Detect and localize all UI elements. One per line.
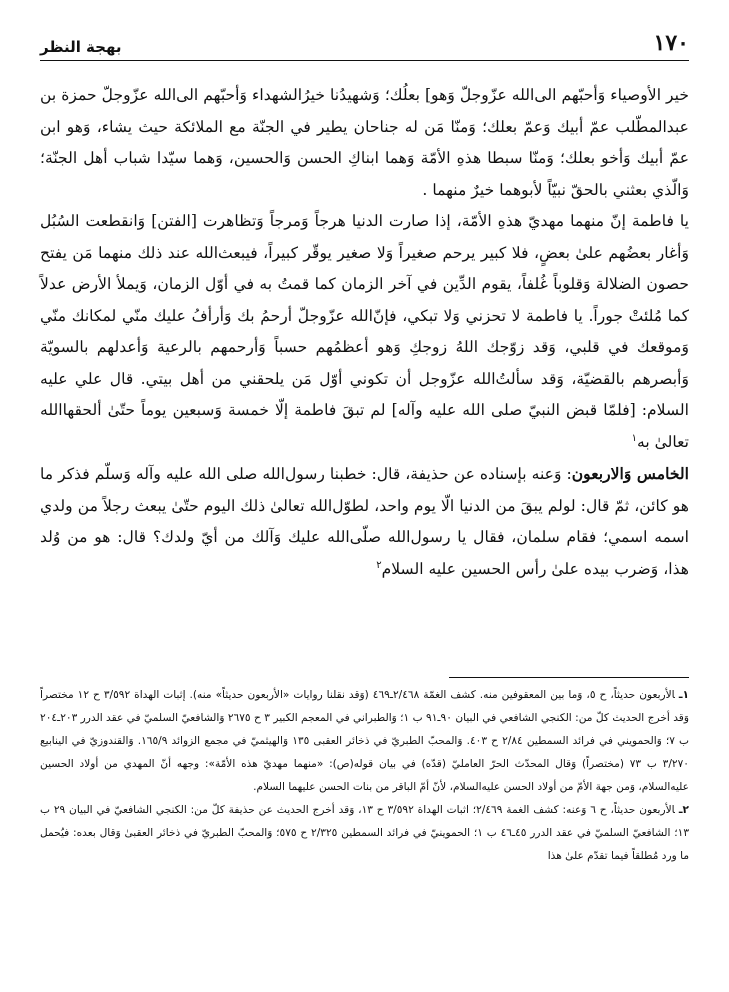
paragraph-2-text: يا فاطمة إنّ منهما مهديّ هذهِ الأمّة، إذا صارت الدنيا هرجاً وَمرجاً وَتظاهرت [الفتن] وَانقطعت السُبُل وَأغار بعضُهم علىٰ بعضٍ، فلا كبير يرحم صغيراً وَلا صغير يوقّر كبيراً، فيبعث‌الله عند ذلك منهما مَن يفتح حصون الضلالة وَقلوباً غُلفاً، يقوم الدِّين في آخر الزمان كما قمتُ به في أوّل الزمان، وَيملأ الأرض عدلاً كما مُلئتْ جوراً. يا فاطمة لا تحزني وَلا تبكي، فإنّ‌الله عزّوجلّ أرحمُ بك وَأرأفُ عليك منّي لمكانك منّي وَموقعك في قلبي، وَقد زوّجك اللهُ زوجكِ وَهو أعظمُهم حسباً وَأرحمهم بالرعية وَأعدلهم بالسويّة وَأبصرهم بالقضيّة، وَقد سألتُ‌الله عزّوجل أن تكوني أوّل مَن يلحقني من أهل بيتي. قال علي عليه السلام: [فلمّا قبض النبيّ صلى الله عليه وآله] لم تبقَ فاطمة إلّا خمسة وَسبعين يوماً حتّىٰ ألحقهاالله تعالىٰ به — [40, 212, 689, 451]
footnote-ref-1[interactable]: ١ — [631, 432, 637, 444]
footnote-1 — [40, 684, 689, 799]
hadith-heading: الخامس وَالاربعون — [571, 464, 689, 483]
page-number: ١٧٠ — [653, 30, 689, 56]
footnote-divider — [449, 677, 689, 678]
paragraph-2 — [40, 206, 689, 458]
paragraph-1 — [40, 80, 689, 206]
footnote-number: ١ـ — [678, 689, 689, 701]
main-text — [40, 80, 689, 585]
footnote-2 — [40, 799, 689, 868]
paragraph-1-text: خير الأوصياء وَأحبّهم الى‌الله عزّوجلّ وَهو] بعلُك؛ وَشهيدُنا خيرُالشهداء وَأحبّهم الى‌الله عزّوجلّ حمزة بن عبدالمطّلب عمّ أبيك وَعمّ بعلك؛ وَمنّا مَن له جناحان يطير في الجنّة مع الملائكة حيث يشاء، وَهو ابن عمّ أبيك وَأخو بعلك؛ وَمنّا سبطا هذهِ الأمّة وَهما ابناكِ الحسن وَالحسين، وَهما سيّدا شباب أهل الجنّة؛ وَالّذي بعثني بالحقّ نبيّاً لأبوهما خيرٌ منهما . — [40, 86, 689, 199]
paragraph-3 — [40, 458, 689, 585]
footnote-number: ٢ـ — [678, 804, 689, 816]
running-title: بهجة النظر — [40, 38, 122, 56]
paragraph-3-text: : وَعنه بإسناده عن حذيفة، قال: خطبنا رسول‌الله صلى الله عليه وآله وَسلّم فذكر ما هو كائن، ثمّ قال: لولم يبقَ من الدنيا الّا يوم واحد، لطوّل‌الله تعالىٰ ذلك اليوم حتّىٰ يبعث رجلاً من ولدي اسمه اسمي؛ فقام سلمان، فقال يا رسول‌الله صلّى‌الله عليك وَآلك من أيّ ولدك؟ قال: هو من وُلد هذا، وَضرب بيده علىٰ رأس الحسين عليه السلام — [40, 465, 689, 578]
footnotes — [40, 684, 689, 868]
page-header — [40, 30, 689, 61]
footnote-text: الأربعون حديثاً، ح ٦ وَعنه: كشف الغمة ٢/٤٦٩؛ اثبات الهداة ٣/٥٩٢ ح ١٣، وَقد أخرج الحديث عن حذيفة كلّ من: الكنجي الشافعيّ في البيان ٢٩ ب ١٣؛ الشافعيّ السلميّ في عقد الدرر ٤٥ـ٤٦ ب ١؛ الحموينيّ في فرائد السمطين ٢/٣٢٥ ح ٥٧٥؛ وَالمحبّ الطبريّ في ذخائر العقبىٰ وَقال بعده: فيُحمل ما ورد مُطلقاً فيما تقدّم علىٰ هذا — [40, 804, 690, 862]
footnote-ref-2[interactable]: ٢ — [376, 559, 382, 571]
footnote-text: الأربعون حديثاً، ح ٥، وَما بين المعقوفين منه. كشف الغمّة ٢/٤٦٨ـ٤٦٩ (وَقد نقلنا روايات «الأربعون حديثاً» منه). إثبات الهداة ٣/٥٩٢ ح ١٢ مختصراً وَقد أخرج الحديث كلّ من: الكنجي الشافعي في البيان ٩٠ـ٩١ ب ١؛ وَالطبراني في المعجم الكبير ٣ ح ٢٦٧٥ وَالشافعيّ السلميّ في عقد الدرر ٢٠٣ـ٢٠٤ ب ٧؛ وَالحمويني في فرائد السمطين ٢/٨٤ ح ٤٠٣. وَالمحبّ الطبريّ في ذخائر العقبى ١٣٥ وَالهيثميّ في مجمع الزوائد ١٦٥/٩. وَالقندوزيّ في الينابيع ٣/٢٧٠ ب ٧٣ (مختصراً) وَقال المحدّث الحرّ العامليّ (قدّه) في بيان قوله(ص): «منهما مهديّ هذه الأمّة»: وجهه أنّ المهدي من أولاد الحسين عليه‌السلام، وَمن جهة الأمّ من أولاد الحسن عليه‌السلام، لأنّ أمّ الباقر من بنات الحسن عليهما السلام. — [40, 689, 690, 793]
